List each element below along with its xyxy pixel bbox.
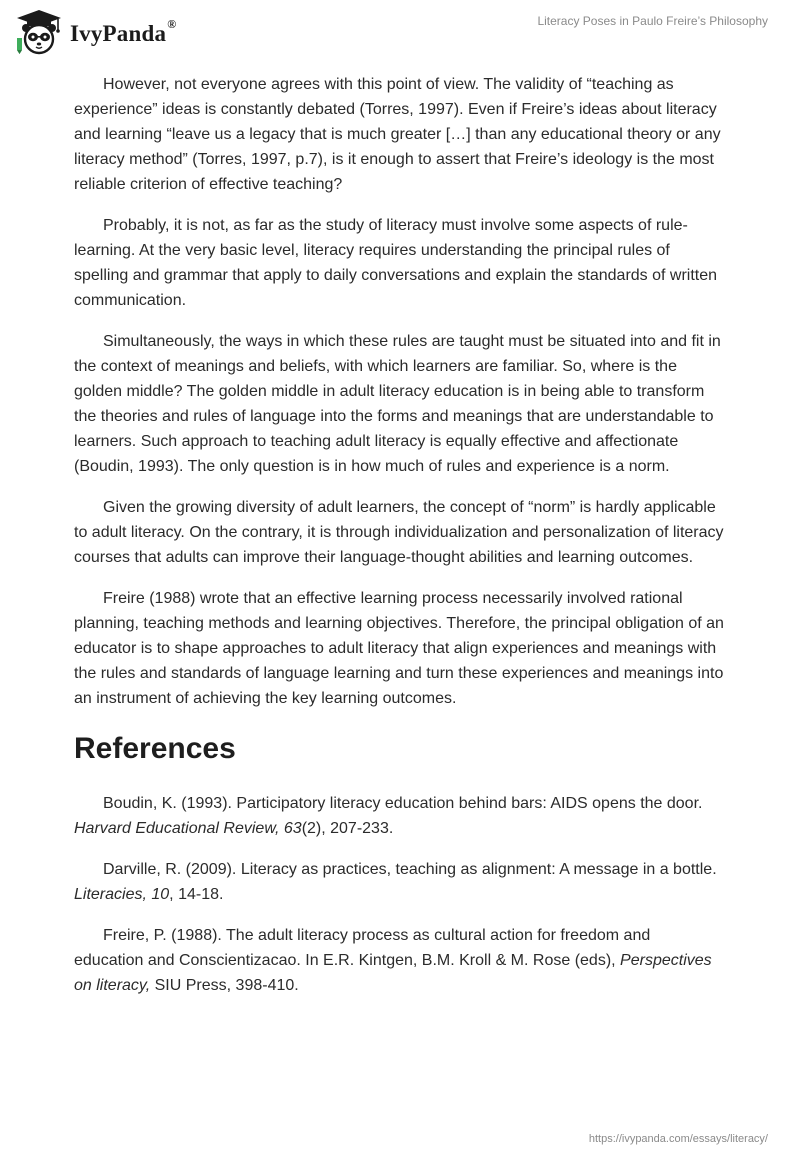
reference-item: [74, 791, 724, 841]
body-paragraph: However, not everyone agrees with this point of view. The validity of “teaching as experience” ideas is constantly debated (Torres, 1997). Even if Freire’s ideas about literacy and learning “leave us a legacy that is much greater […] than any educational theory or any literacy method” (Torres, 1997, p.7), is it enough to assert that Freire’s ideology is the most reliable criterion of effective teaching?: [74, 76, 721, 193]
document-title: Literacy Poses in Paulo Freire’s Philosophy: [537, 14, 768, 28]
registered-mark: ®: [167, 17, 177, 31]
reference-text: Freire, P. (1988). The adult literacy process as cultural action for freedom and education and Conscientizacao. In E.R. Kintgen, B.M. Kroll & M. Rose (eds),: [74, 927, 651, 969]
ivypanda-logo[interactable]: [14, 8, 176, 56]
footer-url[interactable]: https://ivypanda.com/essays/literacy/: [588, 1133, 768, 1145]
essay-content: [74, 72, 724, 1014]
panda-graduate-icon: [14, 8, 64, 56]
references-heading: References: [74, 732, 236, 765]
body-paragraph: Given the growing diversity of adult learners, the concept of “norm” is hardly applicable to adult literacy. On the contrary, it is through individualization and personalization of literacy courses that adults can improve their language-thought abilities and learning outcomes.: [74, 499, 724, 566]
reference-text: (2), 207-233.: [301, 820, 394, 837]
reference-text: Darville, R. (2009). Literacy as practices, teaching as alignment: A message in a bottle.: [103, 861, 717, 878]
body-paragraph: Probably, it is not, as far as the study of literacy must involve some aspects of rule-learning. At the very basic level, literacy requires understanding the principal rules of spelling and grammar that apply to daily conversations and explain the standards of written communication.: [74, 217, 718, 309]
reference-item: [74, 923, 724, 998]
body-paragraph: Freire (1988) wrote that an effective learning process necessarily involved rational planning, teaching methods and learning objectives. Therefore, the principal obligation of an educator is to shape approaches to adult literacy that align experiences and meanings with the rules and standards of language learning and turn these experiences and meanings into an instrument of achieving the key learning outcomes.: [74, 590, 724, 707]
page-header: [0, 0, 800, 64]
reference-item: [74, 857, 724, 907]
body-paragraph: Simultaneously, the ways in which these rules are taught must be situated into and fit in the context of meanings and beliefs, with which learners are familiar. So, where is the golden middle? The golden middle in adult literacy education is in being able to transform the theories and rules of language into the forms and meanings that are understandable to learners. Such approach to teaching adult literacy is equally effective and affectionate (Boudin, 1993). The only question is in how much of rules and experience is a norm.: [74, 333, 721, 475]
reference-text: SIU Press, 398-410.: [150, 977, 299, 994]
reference-source: Harvard Educational Review, 63: [74, 820, 302, 837]
reference-source: Perspectives on literacy,: [74, 952, 712, 994]
reference-text: , 14-18.: [169, 886, 224, 903]
reference-source: Literacies, 10: [74, 886, 170, 903]
brand-name: IvyPanda®: [70, 17, 177, 46]
reference-text: Boudin, K. (1993). Participatory literacy education behind bars: AIDS opens the door.: [103, 795, 703, 812]
